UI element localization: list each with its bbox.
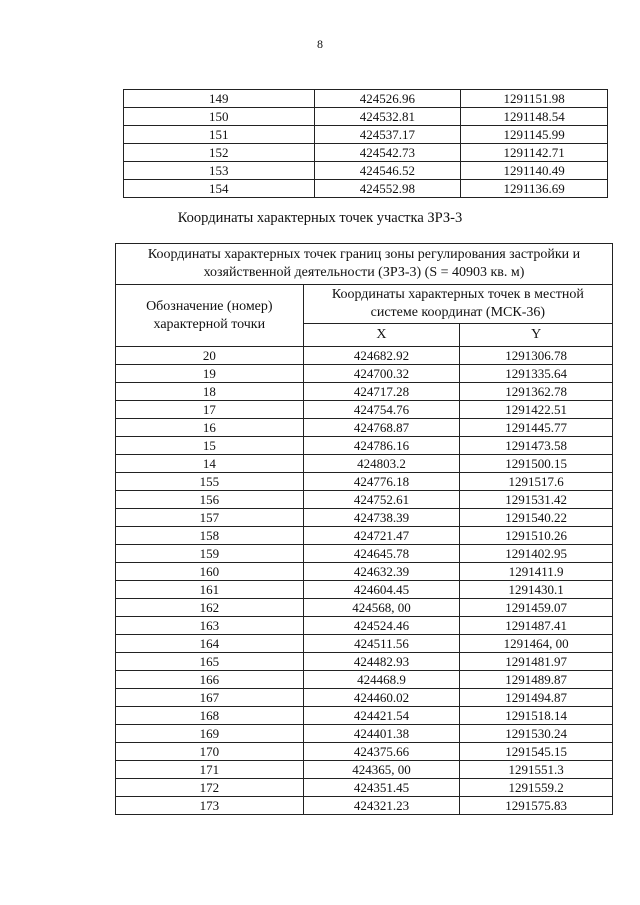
point-number-cell: 173: [116, 797, 304, 815]
y-coordinate-cell: 1291540.22: [460, 509, 613, 527]
x-coordinate-cell: 424351.45: [303, 779, 460, 797]
x-coordinate-cell: 424375.66: [303, 743, 460, 761]
x-coordinate-cell: 424468.9: [303, 671, 460, 689]
point-number-cell: 171: [116, 761, 304, 779]
y-coordinate-cell: 1291530.24: [460, 725, 613, 743]
table-row: [116, 761, 613, 779]
y-coordinate-cell: 1291142.71: [461, 144, 608, 162]
x-coordinate-cell: 424682.92: [303, 347, 460, 365]
table-row: [116, 419, 613, 437]
zrz3-coordinates-table: [115, 243, 613, 815]
table-row: [124, 180, 608, 198]
x-coordinate-cell: 424752.61: [303, 491, 460, 509]
table-row: [124, 90, 608, 108]
x-coordinate-cell: 424604.45: [303, 581, 460, 599]
table-row: [116, 545, 613, 563]
table-row: [116, 437, 613, 455]
x-coordinate-cell: 424482.93: [303, 653, 460, 671]
point-number-cell: 17: [116, 401, 304, 419]
x-coordinate-cell: 424786.16: [303, 437, 460, 455]
table-row: [116, 581, 613, 599]
x-coordinate-cell: 424645.78: [303, 545, 460, 563]
table-row: [116, 365, 613, 383]
x-coordinate-cell: 424721.47: [303, 527, 460, 545]
point-number-cell: 19: [116, 365, 304, 383]
table-row: [116, 347, 613, 365]
y-coordinate-cell: 1291151.98: [461, 90, 608, 108]
coordinates-table-continued-body: [124, 90, 608, 198]
x-coordinate-cell: 424632.39: [303, 563, 460, 581]
table-row: [116, 707, 613, 725]
table-row: [116, 473, 613, 491]
point-number-cell: 160: [116, 563, 304, 581]
point-number-cell: 156: [116, 491, 304, 509]
y-coordinate-cell: 1291517.6: [460, 473, 613, 491]
point-number-cell: 170: [116, 743, 304, 761]
point-number-cell: 152: [124, 144, 315, 162]
table-row: [116, 743, 613, 761]
table-row: [116, 797, 613, 815]
point-number-cell: 149: [124, 90, 315, 108]
y-coordinate-cell: 1291510.26: [460, 527, 613, 545]
point-number-cell: 158: [116, 527, 304, 545]
table-row: [116, 455, 613, 473]
table-row: [116, 491, 613, 509]
y-coordinate-cell: 1291518.14: [460, 707, 613, 725]
table-row: [116, 527, 613, 545]
y-coordinate-cell: 1291464, 00: [460, 635, 613, 653]
y-coordinate-cell: 1291402.95: [460, 545, 613, 563]
section-title: Координаты характерных точек участка ЗРЗ-3: [177, 210, 463, 226]
point-number-cell: 164: [116, 635, 304, 653]
table-row: [116, 725, 613, 743]
column-header-x: X: [303, 324, 460, 347]
y-coordinate-cell: 1291473.58: [460, 437, 613, 455]
table-row: [116, 635, 613, 653]
y-coordinate-cell: 1291545.15: [460, 743, 613, 761]
table-row: [116, 509, 613, 527]
point-number-cell: 155: [116, 473, 304, 491]
x-coordinate-cell: 424803.2: [303, 455, 460, 473]
y-coordinate-cell: 1291422.51: [460, 401, 613, 419]
point-number-cell: 162: [116, 599, 304, 617]
table-row: [116, 383, 613, 401]
y-coordinate-cell: 1291551.3: [460, 761, 613, 779]
y-coordinate-cell: 1291306.78: [460, 347, 613, 365]
y-coordinate-cell: 1291559.2: [460, 779, 613, 797]
zrz3-coordinates-table-body: [116, 347, 613, 815]
x-coordinate-cell: 424511.56: [303, 635, 460, 653]
y-coordinate-cell: 1291148.54: [461, 108, 608, 126]
point-number-cell: 20: [116, 347, 304, 365]
y-coordinate-cell: 1291136.69: [461, 180, 608, 198]
x-coordinate-cell: 424537.17: [314, 126, 461, 144]
x-coordinate-cell: 424700.32: [303, 365, 460, 383]
y-coordinate-cell: 1291459.07: [460, 599, 613, 617]
x-coordinate-cell: 424401.38: [303, 725, 460, 743]
table-caption: Координаты характерных точек границ зоны регулирования застройки и хозяйственной деятельности (ЗРЗ-3) (S = 40903 кв. м): [116, 244, 613, 285]
y-coordinate-cell: 1291487.41: [460, 617, 613, 635]
x-coordinate-cell: 424754.76: [303, 401, 460, 419]
y-coordinate-cell: 1291362.78: [460, 383, 613, 401]
x-coordinate-cell: 424532.81: [314, 108, 461, 126]
point-number-cell: 157: [116, 509, 304, 527]
x-coordinate-cell: 424542.73: [314, 144, 461, 162]
table-row: [116, 401, 613, 419]
x-coordinate-cell: 424421.54: [303, 707, 460, 725]
column-header-point-number: Обозначение (номер) характерной точки: [116, 285, 304, 347]
table-row: [116, 563, 613, 581]
point-number-cell: 150: [124, 108, 315, 126]
table-row: [116, 671, 613, 689]
y-coordinate-cell: 1291481.97: [460, 653, 613, 671]
x-coordinate-cell: 424776.18: [303, 473, 460, 491]
table-row: [116, 617, 613, 635]
table-row: [124, 108, 608, 126]
y-coordinate-cell: 1291489.87: [460, 671, 613, 689]
x-coordinate-cell: 424321.23: [303, 797, 460, 815]
x-coordinate-cell: 424552.98: [314, 180, 461, 198]
column-header-y: Y: [460, 324, 613, 347]
x-coordinate-cell: 424524.46: [303, 617, 460, 635]
table-row: [116, 599, 613, 617]
page-number: 8: [317, 37, 323, 51]
x-coordinate-cell: 424365, 00: [303, 761, 460, 779]
y-coordinate-cell: 1291140.49: [461, 162, 608, 180]
point-number-cell: 18: [116, 383, 304, 401]
y-coordinate-cell: 1291335.64: [460, 365, 613, 383]
point-number-cell: 168: [116, 707, 304, 725]
table-row: [124, 126, 608, 144]
point-number-cell: 14: [116, 455, 304, 473]
coordinates-table-continued: [123, 89, 608, 198]
y-coordinate-cell: 1291430.1: [460, 581, 613, 599]
point-number-cell: 154: [124, 180, 315, 198]
x-coordinate-cell: 424768.87: [303, 419, 460, 437]
point-number-cell: 169: [116, 725, 304, 743]
x-coordinate-cell: 424717.28: [303, 383, 460, 401]
x-coordinate-cell: 424568, 00: [303, 599, 460, 617]
point-number-cell: 15: [116, 437, 304, 455]
point-number-cell: 159: [116, 545, 304, 563]
point-number-cell: 165: [116, 653, 304, 671]
y-coordinate-cell: 1291575.83: [460, 797, 613, 815]
point-number-cell: 166: [116, 671, 304, 689]
point-number-cell: 16: [116, 419, 304, 437]
y-coordinate-cell: 1291500.15: [460, 455, 613, 473]
point-number-cell: 151: [124, 126, 315, 144]
point-number-cell: 172: [116, 779, 304, 797]
table-row: [116, 689, 613, 707]
table-row: [124, 144, 608, 162]
table-row: [116, 779, 613, 797]
table-row: [124, 162, 608, 180]
x-coordinate-cell: 424526.96: [314, 90, 461, 108]
point-number-cell: 161: [116, 581, 304, 599]
y-coordinate-cell: 1291411.9: [460, 563, 613, 581]
x-coordinate-cell: 424738.39: [303, 509, 460, 527]
point-number-cell: 163: [116, 617, 304, 635]
x-coordinate-cell: 424460.02: [303, 689, 460, 707]
y-coordinate-cell: 1291145.99: [461, 126, 608, 144]
point-number-cell: 153: [124, 162, 315, 180]
x-coordinate-cell: 424546.52: [314, 162, 461, 180]
y-coordinate-cell: 1291445.77: [460, 419, 613, 437]
y-coordinate-cell: 1291494.87: [460, 689, 613, 707]
y-coordinate-cell: 1291531.42: [460, 491, 613, 509]
point-number-cell: 167: [116, 689, 304, 707]
table-row: [116, 653, 613, 671]
column-header-coordinate-system: Координаты характерных точек в местной системе координат (МСК-36): [303, 285, 612, 324]
